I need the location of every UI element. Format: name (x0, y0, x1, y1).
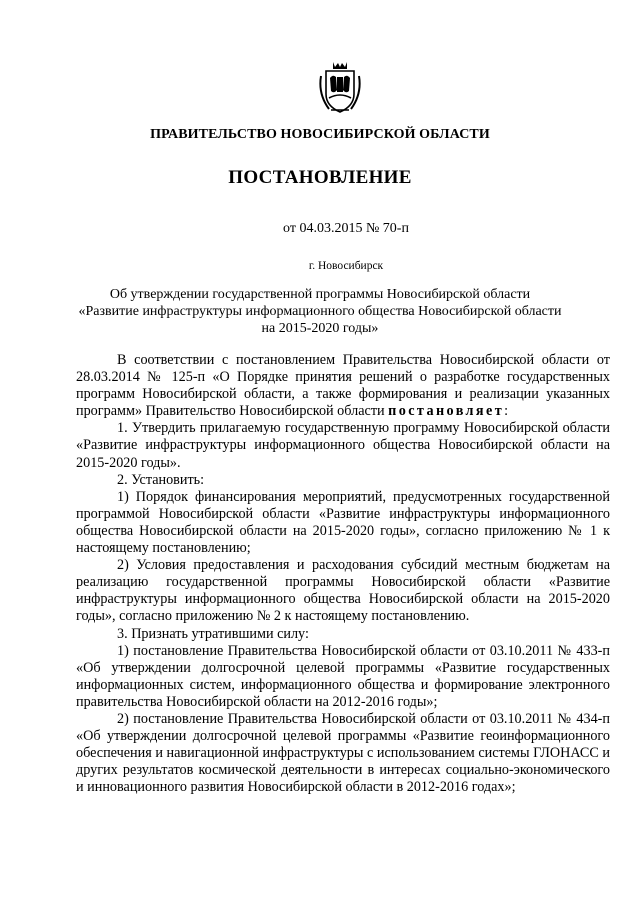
decree-colon: : (504, 403, 509, 420)
organization-title: ПРАВИТЕЛЬСТВО НОВОСИБИРСКОЙ ОБЛАСТИ (150, 127, 490, 142)
paragraph-1: 1. Утвердить прилагаемую государственную программу Новосибирской области «Развитие инфраструктуры информационного общества Новосибирской области на 2015-2020 годы». (76, 420, 610, 471)
document-body (76, 352, 610, 796)
date-and-number: от 04.03.2015 № 70-п (283, 221, 409, 236)
paragraph-3-2: 2) постановление Правительства Новосибирской области от 03.10.2011 № 434-п «Об утверждении долгосрочной целевой программы «Развитие геоинформационного обеспечения и навигационной инфраструктуры с использованием системы ГЛОНАСС и других результатов космической деятельности в интересах социально-экономического и инновационного развития Новосибирской области в 2012-2016 годах»; (76, 710, 610, 796)
paragraph-3: 3. Признать утратившими силу: (117, 625, 309, 642)
subject-line: на 2015-2020 годы» (261, 321, 379, 336)
preamble-paragraph (76, 352, 610, 420)
preamble-text: В соответствии с постановлением Правительства Новосибирской области от 28.03.2014 № 125-п «О Порядке принятия решений о разработке государственных программ Новосибирской области, а также формирования и реализации указанных программ» Правительство Новосибирской области (76, 352, 610, 420)
city: г. Новосибирск (308, 260, 384, 272)
document-type: ПОСТАНОВЛЕНИЕ (228, 167, 412, 188)
coat-of-arms-icon (317, 60, 363, 114)
document-subject (60, 286, 580, 337)
paragraph-3-1: 1) постановление Правительства Новосибирской области от 03.10.2011 № 433-п «Об утверждении долгосрочной целевой программы «Развитие государственных информационных систем, информационного общества и формирование электронного правительства Новосибирской области на 2012-2016 годы»; (76, 642, 610, 710)
subject-line: Об утверждении государственной программы Новосибирской области (109, 287, 531, 302)
decree-word: постановляет (388, 403, 505, 420)
paragraph-2: 2. Установить: (117, 471, 205, 488)
paragraph-2-1: 1) Порядок финансирования мероприятий, предусмотренных государственной программой Новосибирской области «Развитие инфраструктуры информационного общества Новосибирской области на 2015-2020 годы», согласно приложению № 1 к настоящему постановлению; (76, 488, 610, 557)
subject-line: «Развитие инфраструктуры информационного общества Новосибирской области (78, 304, 562, 319)
paragraph-2-2: 2) Условия предоставления и расходования субсидий местным бюджетам на реализацию государственной программы Новосибирской области «Развитие инфраструктуры информационного общества Новосибирской области на 2015-2020 годы», согласно приложению № 2 к настоящему постановлению. (76, 557, 610, 625)
